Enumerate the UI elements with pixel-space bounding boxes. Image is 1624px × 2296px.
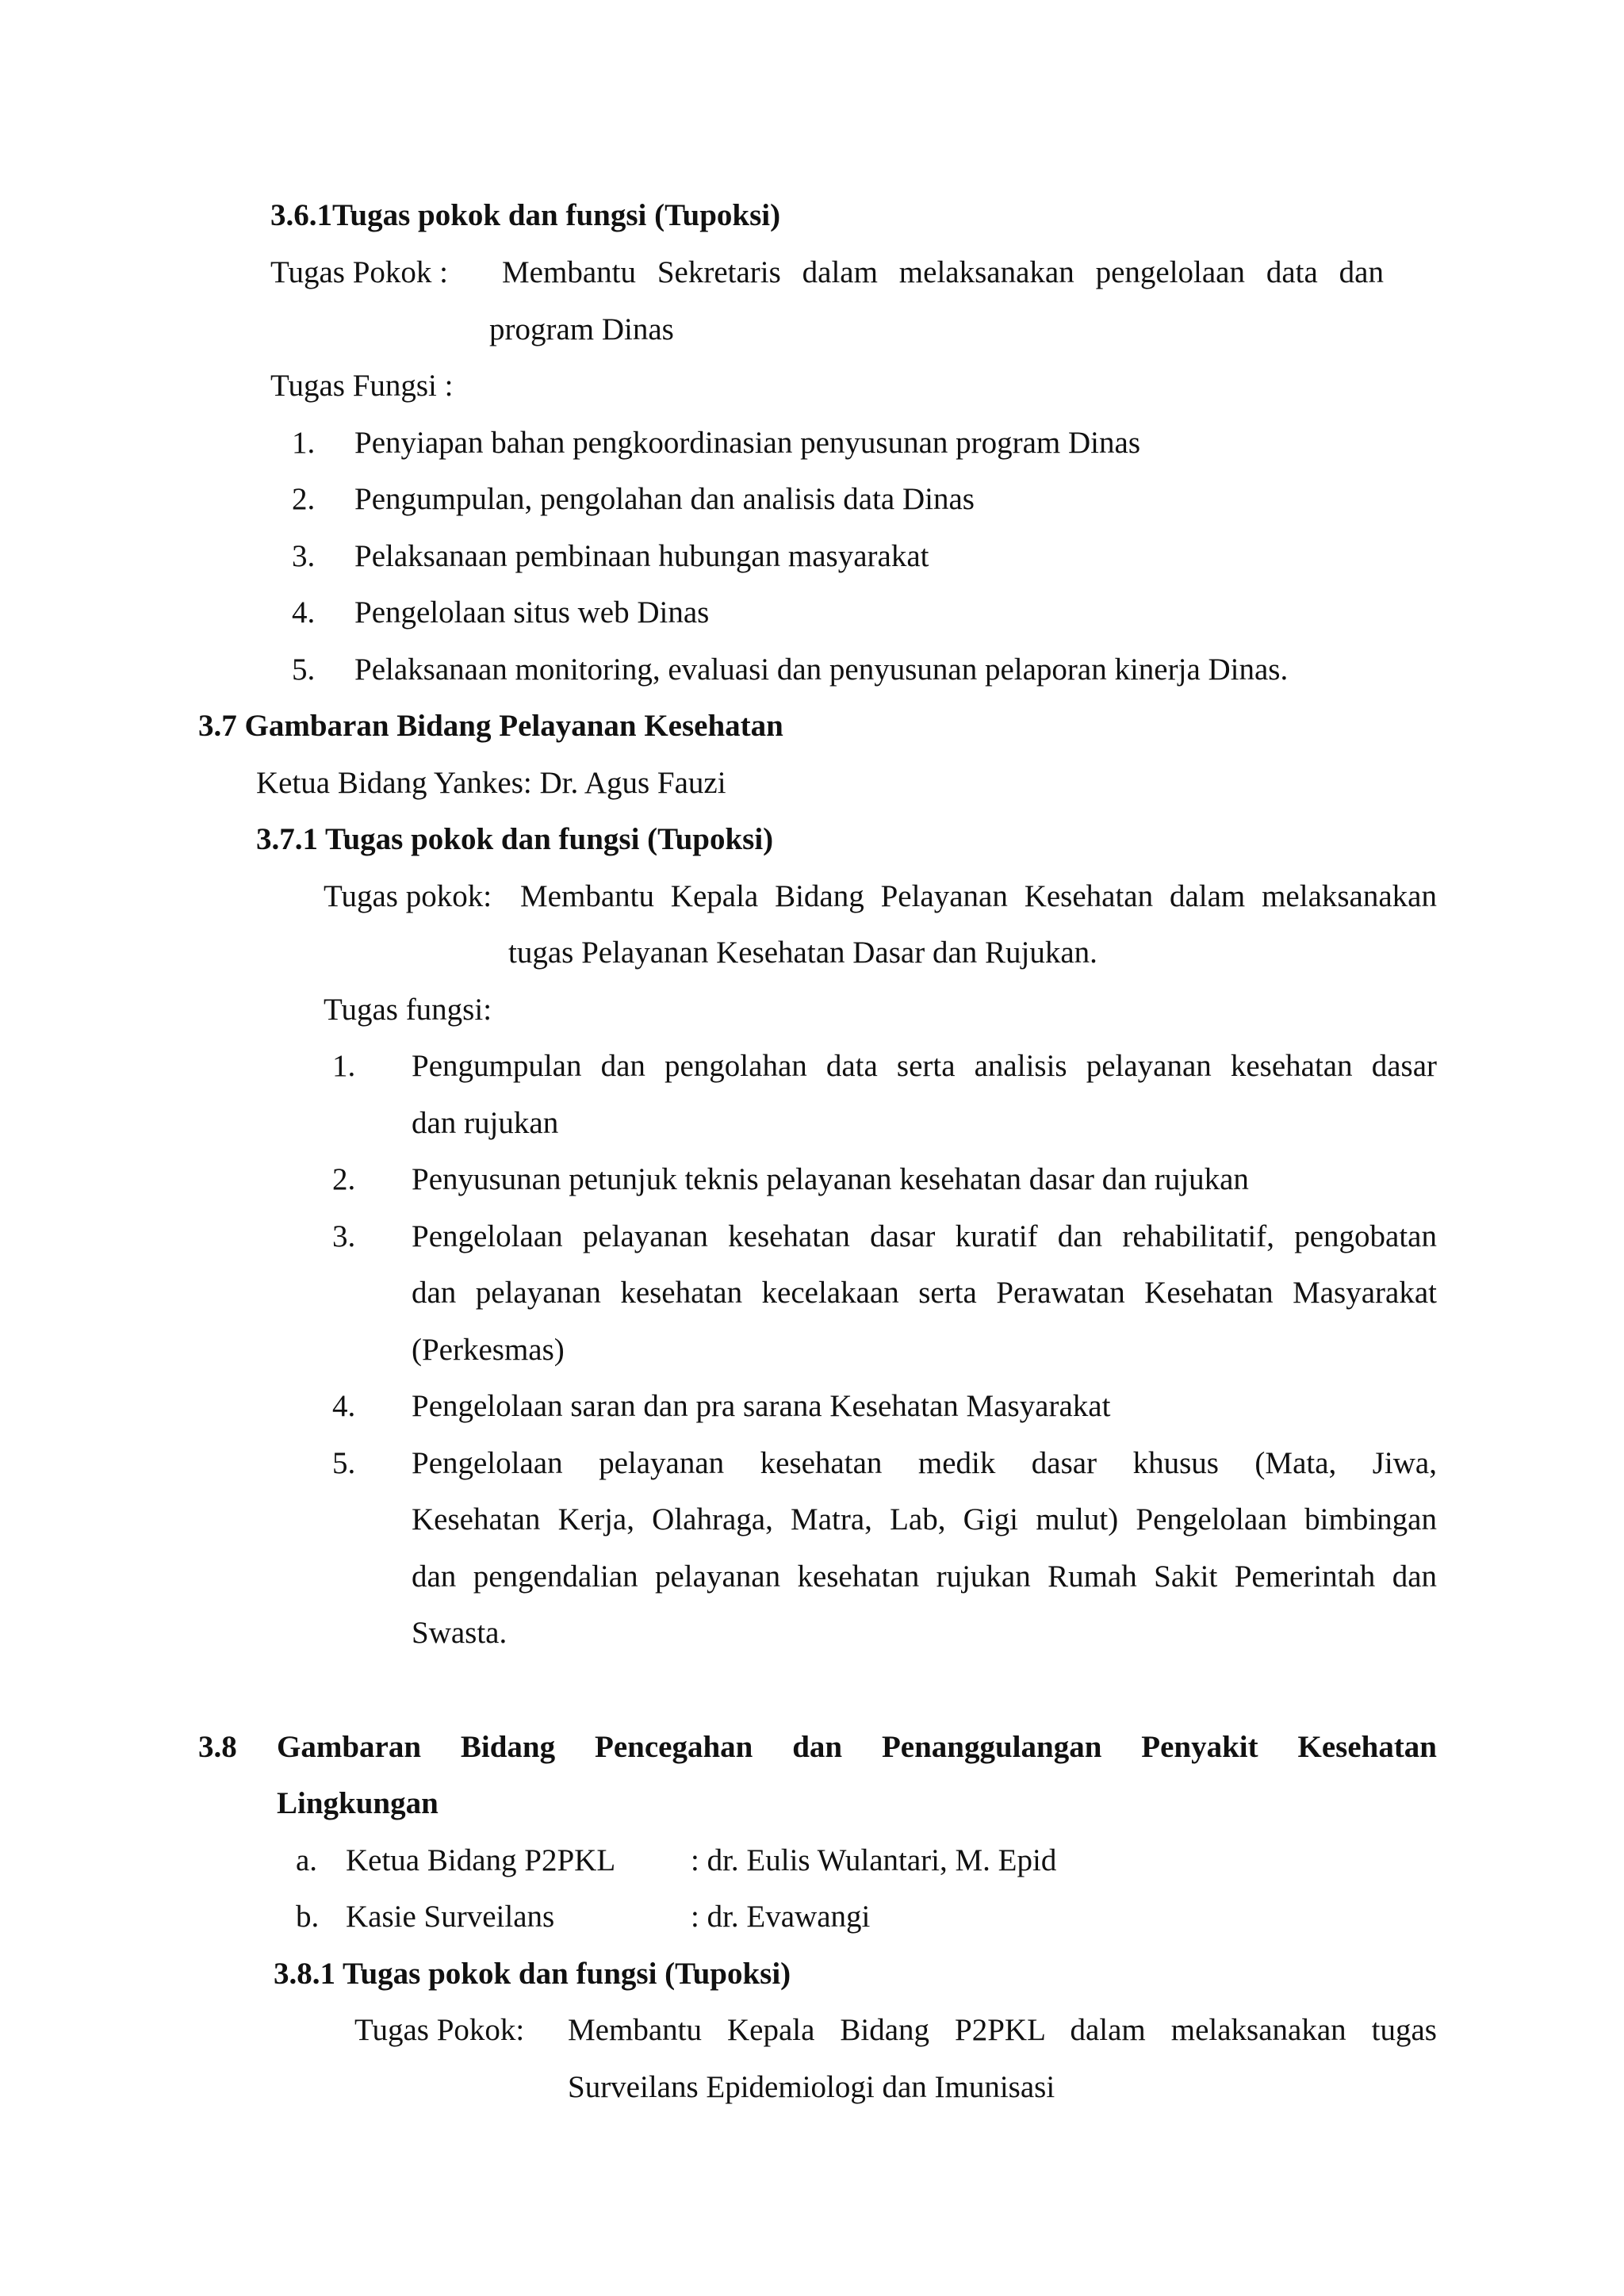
list-item-number: 1. (332, 1049, 356, 1083)
list-item: Pengumpulan, pengolahan dan analisis data Dinas (354, 482, 975, 516)
s37-pokok-line-2: tugas Pelayanan Kesehatan Dasar dan Rujukan. (508, 936, 1097, 970)
list-item-number: 4. (292, 595, 316, 629)
s37-pokok-line-1: Membantu Kepala Bidang Pelayanan Kesehatan dalam melaksanakan (520, 879, 1437, 913)
list-item-line: Penyusunan petunjuk teknis pelayanan kesehatan dasar dan rujukan (412, 1162, 1249, 1196)
list-item-line: Pengumpulan dan pengolahan data serta analisis pelayanan kesehatan dasar (412, 1049, 1437, 1083)
list-item: Pengelolaan situs web Dinas (354, 595, 710, 629)
list-item-line: Pengelolaan pelayanan kesehatan medik dasar khusus (Mata, Jiwa, (412, 1446, 1437, 1480)
official-label: Kasie Surveilans (346, 1900, 555, 1934)
s38-pokok-label: Tugas Pokok: (354, 2013, 525, 2047)
s37-pokok-label: Tugas pokok: (324, 879, 492, 913)
official-value: : dr. Eulis Wulantari, M. Epid (691, 1843, 1057, 1877)
s38-pokok-line-2: Surveilans Epidemiologi dan Imunisasi (568, 2070, 1055, 2104)
list-item-number: 2. (292, 482, 316, 516)
list-item-line: (Perkesmas) (412, 1333, 565, 1367)
list-item-letter: a. (296, 1843, 318, 1877)
section-3-8-number: 3.8 (198, 1730, 237, 1764)
list-item-letter: b. (296, 1900, 320, 1934)
official-value: : dr. Evawangi (691, 1900, 871, 1934)
list-item-number: 5. (292, 652, 316, 687)
list-item-line: Swasta. (412, 1616, 508, 1650)
section-3-7-1-heading: 3.7.1 Tugas pokok dan fungsi (Tupoksi) (256, 822, 774, 856)
section-3-8-1-heading: 3.8.1 Tugas pokok dan fungsi (Tupoksi) (274, 1957, 791, 1991)
section-3-7-heading: 3.7 Gambaran Bidang Pelayanan Kesehatan (198, 709, 783, 743)
s361-pokok-line-1: Membantu Sekretaris dalam melaksanakan pengelolaan data dan (502, 255, 1384, 289)
list-item: Pelaksanaan pembinaan hubungan masyarakat (354, 539, 929, 573)
list-item-line: Pengelolaan saran dan pra sarana Kesehatan Masyarakat (412, 1389, 1111, 1423)
s361-fungsi-label: Tugas Fungsi : (270, 369, 454, 403)
list-item-line: Kesehatan Kerja, Olahraga, Matra, Lab, Gigi mulut) Pengelolaan bimbingan (412, 1502, 1437, 1536)
s361-pokok-line-2: program Dinas (489, 312, 674, 346)
list-item-line: dan pelayanan kesehatan kecelakaan serta Perawatan Kesehatan Masyarakat (412, 1276, 1437, 1310)
list-item-line: dan rujukan (412, 1106, 559, 1140)
list-item-number: 3. (292, 539, 316, 573)
list-item-number: 3. (332, 1219, 356, 1253)
s37-ketua: Ketua Bidang Yankes: Dr. Agus Fauzi (256, 766, 726, 800)
list-item-number: 2. (332, 1162, 356, 1196)
s361-pokok-label: Tugas Pokok : (270, 255, 448, 289)
section-3-8-heading-line-2: Lingkungan (277, 1786, 439, 1820)
list-item: Pelaksanaan monitoring, evaluasi dan penyusunan pelaporan kinerja Dinas. (354, 652, 1289, 687)
list-item-line: Pengelolaan pelayanan kesehatan dasar kuratif dan rehabilitatif, pengobatan (412, 1219, 1437, 1253)
list-item-number: 1. (292, 426, 316, 460)
section-3-6-1-heading: 3.6.1Tugas pokok dan fungsi (Tupoksi) (270, 198, 781, 232)
s38-pokok-line-1: Membantu Kepala Bidang P2PKL dalam melaksanakan tugas (568, 2013, 1437, 2047)
list-item-number: 5. (332, 1446, 356, 1480)
s37-fungsi-label: Tugas fungsi: (324, 993, 492, 1027)
list-item-line: dan pengendalian pelayanan kesehatan rujukan Rumah Sakit Pemerintah dan (412, 1559, 1437, 1594)
list-item: Penyiapan bahan pengkoordinasian penyusunan program Dinas (354, 426, 1140, 460)
section-3-8-heading-line-1: Gambaran Bidang Pencegahan dan Penanggulangan Penyakit Kesehatan (277, 1730, 1437, 1764)
list-item-number: 4. (332, 1389, 356, 1423)
official-label: Ketua Bidang P2PKL (346, 1843, 616, 1877)
